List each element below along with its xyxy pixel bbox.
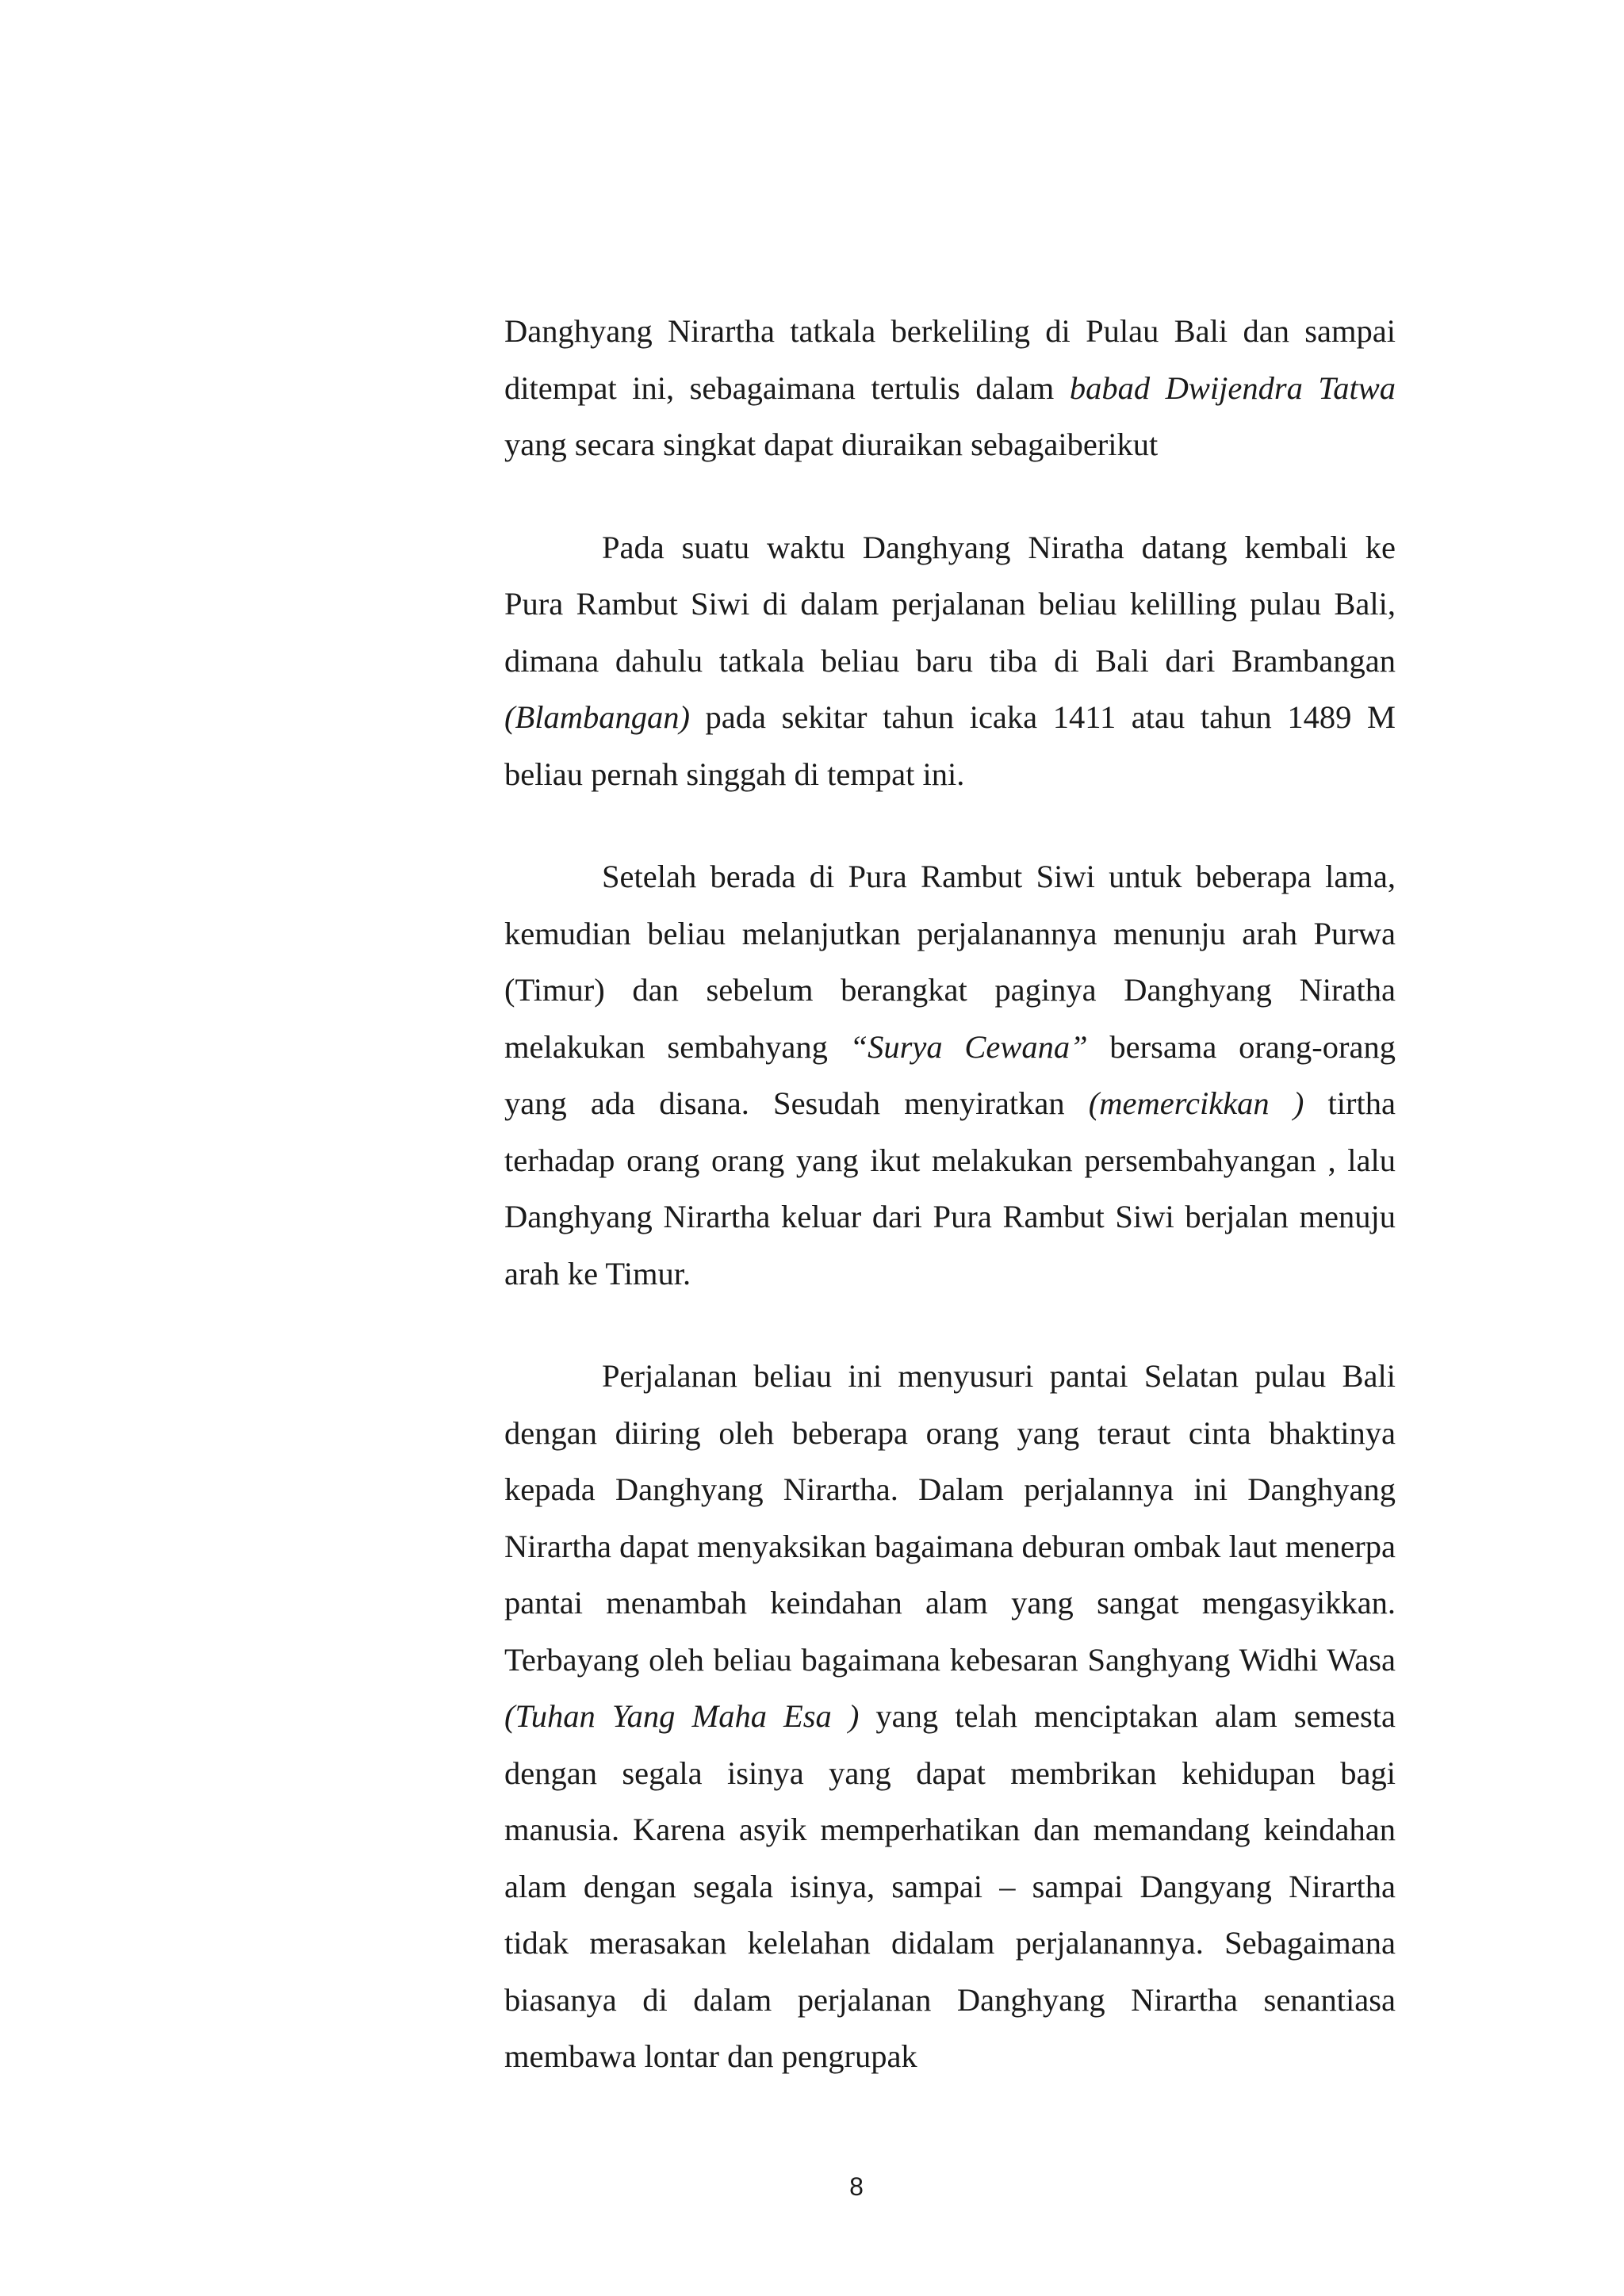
italic-segment: (Tuhan Yang Maha Esa ) — [504, 1698, 860, 1734]
text-segment: bersama orang-orang yang ada disana. Sesudah menyiratkan — [504, 1028, 1396, 1121]
text-segment: yang telah menciptakan alam semesta dengan segala isinya yang dapat membrikan kehidupan bagi manusia. Karena asyik memperhatikan dan memandang keindahan alam dengan segala isinya, sampai – sampai Dangyang Nirartha tidak merasakan kelelahan didalam perjalanannya. Sebagaimana biasanya di dalam perjalanan Danghyang Nirartha senantiasa membawa lontar dan pengrupak — [504, 1698, 1396, 2074]
text-segment: yang secara singkat dapat diuraikan sebagaiberikut — [504, 427, 1159, 462]
page-number: 8 — [849, 2172, 864, 2201]
paragraph-1 — [504, 303, 1396, 473]
paragraph-4 — [504, 1348, 1396, 2085]
paragraph-3 — [504, 848, 1396, 1302]
text-segment: Perjalanan beliau ini menyusuri pantai Selatan pulau Bali dengan diiring oleh beberapa orang yang teraut cinta bhaktinya kepada Danghyang Nirartha. Dalam perjalannya ini Danghyang Nirartha dapat menyaksikan bagaimana deburan ombak laut menerpa pantai menambah keindahan alam yang sangat mengasyikkan. Terbayang oleh beliau bagaimana kebesaran Sanghyang Widhi Wasa — [504, 1358, 1396, 1678]
paragraph-2 — [504, 519, 1396, 803]
italic-segment: (Blambangan) — [504, 699, 690, 735]
text-segment: tirtha terhadap orang orang yang ikut melakukan persembahyangan , lalu Danghyang Nirartha keluar dari Pura Rambut Siwi berjalan menuju arah ke Timur. — [504, 1085, 1396, 1292]
document-body — [504, 303, 1396, 2131]
italic-segment: babad Dwijendra Tatwa — [1069, 369, 1396, 406]
text-segment: Danghyang Nirartha tatkala berkeliling di Pulau Bali dan sampai ditempat ini, sebagaimana tertulis dalam — [504, 313, 1396, 406]
italic-segment: (memercikkan ) — [1088, 1085, 1304, 1121]
text-segment: Setelah berada di Pura Rambut Siwi untuk beberapa lama, kemudian beliau melanjutkan perjalanannya menunju arah Purwa (Timur) dan sebelum berangkat paginya Danghyang Niratha melakukan sembahyang — [504, 859, 1396, 1065]
text-segment: pada sekitar tahun icaka 1411 atau tahun 1489 M beliau pernah singgah di tempat ini. — [504, 699, 1396, 792]
text-segment: Pada suatu waktu Danghyang Niratha datang kembali ke Pura Rambut Siwi di dalam perjalanan beliau kelilling pulau Bali, dimana dahulu tatkala beliau baru tiba di Bali dari Brambangan — [504, 529, 1396, 679]
italic-segment: “Surya Cewana” — [849, 1028, 1088, 1065]
